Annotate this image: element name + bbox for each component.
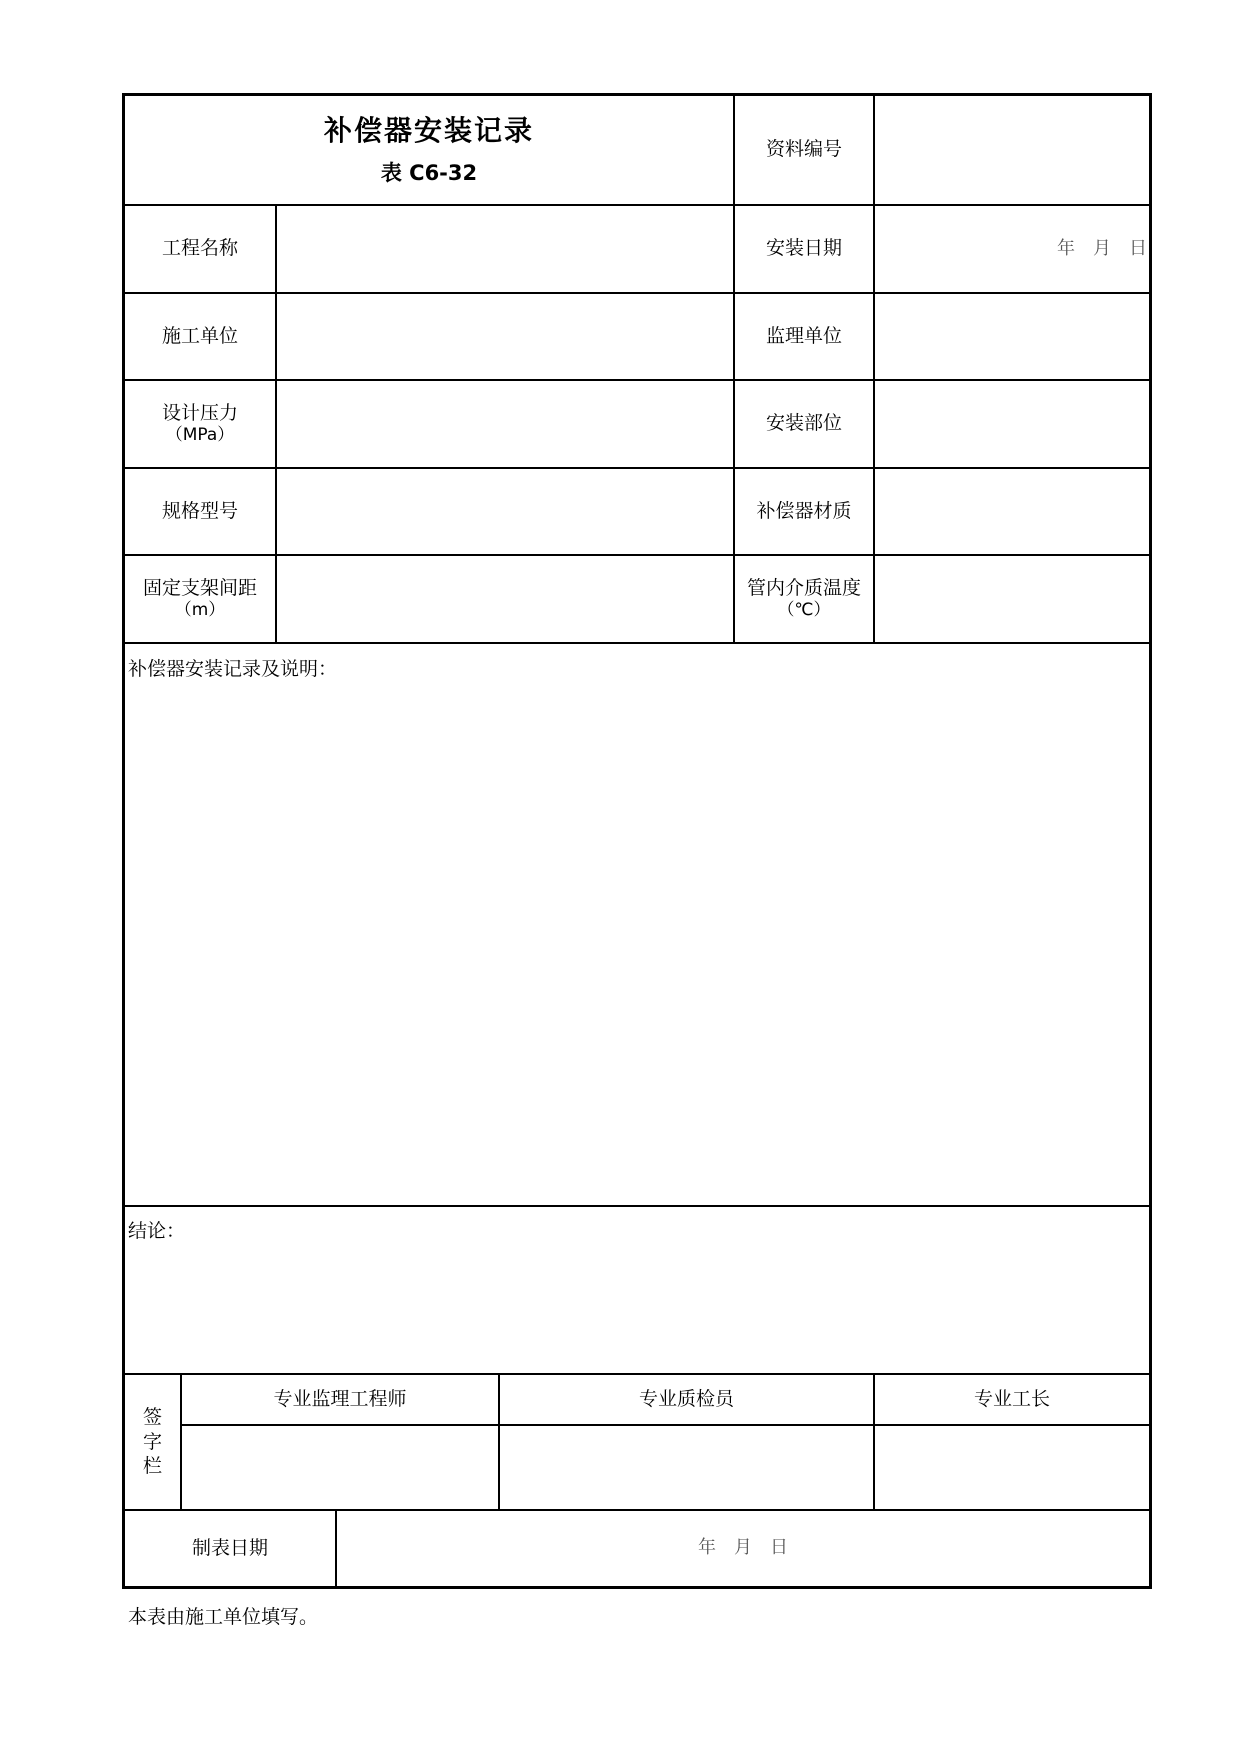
supervision-unit-field[interactable]	[875, 294, 1149, 379]
install-date-label	[735, 206, 873, 292]
spec-model-label	[125, 469, 275, 554]
support-spacing-label	[125, 556, 275, 642]
form-date-label-text: 制表日期	[191, 1536, 268, 1559]
role-foreman-text: 专业工长	[973, 1387, 1050, 1410]
install-date-label-text: 安装日期	[765, 237, 842, 260]
conclusion-area[interactable]	[125, 1207, 1149, 1373]
supervision-unit-label-text: 监理单位	[765, 324, 842, 347]
install-date-placeholder: 年 月 日	[1057, 237, 1147, 259]
spec-model-field[interactable]	[277, 469, 733, 554]
signature-field-foreman[interactable]	[875, 1426, 1149, 1509]
form-date-field[interactable]	[337, 1511, 1149, 1586]
record-form	[122, 93, 1152, 1589]
form-date-label	[125, 1511, 335, 1586]
construction-unit-label-text: 施工单位	[161, 324, 238, 347]
support-spacing-label-text: 固定支架间距	[142, 576, 257, 599]
construction-unit-field[interactable]	[277, 294, 733, 379]
supervision-unit-label	[735, 294, 873, 379]
install-location-field[interactable]	[875, 381, 1149, 467]
record-description-area[interactable]	[125, 644, 1149, 1205]
footnote: 本表由施工单位填写。	[128, 1606, 319, 1628]
role-quality-inspector	[500, 1375, 873, 1424]
design-pressure-label-text: 设计压力	[161, 401, 238, 424]
signature-char: 字	[142, 1430, 162, 1453]
form-date-placeholder: 年 月 日	[698, 1537, 788, 1559]
design-pressure-field[interactable]	[277, 381, 733, 467]
project-name-label	[125, 206, 275, 292]
doc-no-label-text: 资料编号	[765, 138, 842, 161]
compensator-material-field[interactable]	[875, 469, 1149, 554]
project-name-field[interactable]	[277, 206, 733, 292]
signature-char: 栏	[142, 1455, 162, 1478]
compensator-material-label	[735, 469, 873, 554]
table-number: 表 C6-32	[380, 161, 478, 186]
conclusion-label: 结论：	[128, 1220, 186, 1242]
design-pressure-unit: （MPa）	[165, 425, 235, 446]
project-name-label-text: 工程名称	[161, 237, 238, 260]
signature-char: 签	[142, 1405, 162, 1428]
support-spacing-field[interactable]	[277, 556, 733, 642]
construction-unit-label	[125, 294, 275, 379]
medium-temperature-label-text: 管内介质温度	[746, 576, 861, 599]
support-spacing-unit: （m）	[174, 600, 226, 621]
doc-no-field[interactable]	[875, 96, 1149, 204]
install-date-field[interactable]	[875, 206, 1149, 292]
compensator-material-label-text: 补偿器材质	[756, 499, 852, 522]
install-location-label-text: 安装部位	[765, 412, 842, 435]
medium-temperature-label	[735, 556, 873, 642]
role-foreman	[875, 1375, 1149, 1424]
install-location-label	[735, 381, 873, 467]
design-pressure-label	[125, 381, 275, 467]
role-quality-inspector-text: 专业质检员	[638, 1387, 734, 1410]
medium-temperature-unit: （℃）	[777, 600, 831, 621]
signature-column-label	[125, 1375, 180, 1509]
role-supervising-engineer	[182, 1375, 498, 1424]
role-supervising-engineer-text: 专业监理工程师	[273, 1387, 407, 1410]
medium-temperature-field[interactable]	[875, 556, 1149, 642]
spec-model-label-text: 规格型号	[161, 499, 238, 522]
record-description-label: 补偿器安装记录及说明：	[128, 658, 338, 680]
page-title: 补偿器安装记录	[323, 114, 534, 148]
doc-no-label	[735, 96, 873, 204]
signature-field-quality-inspector[interactable]	[500, 1426, 873, 1509]
form-header	[125, 96, 733, 204]
signature-field-supervising-engineer[interactable]	[182, 1426, 498, 1509]
